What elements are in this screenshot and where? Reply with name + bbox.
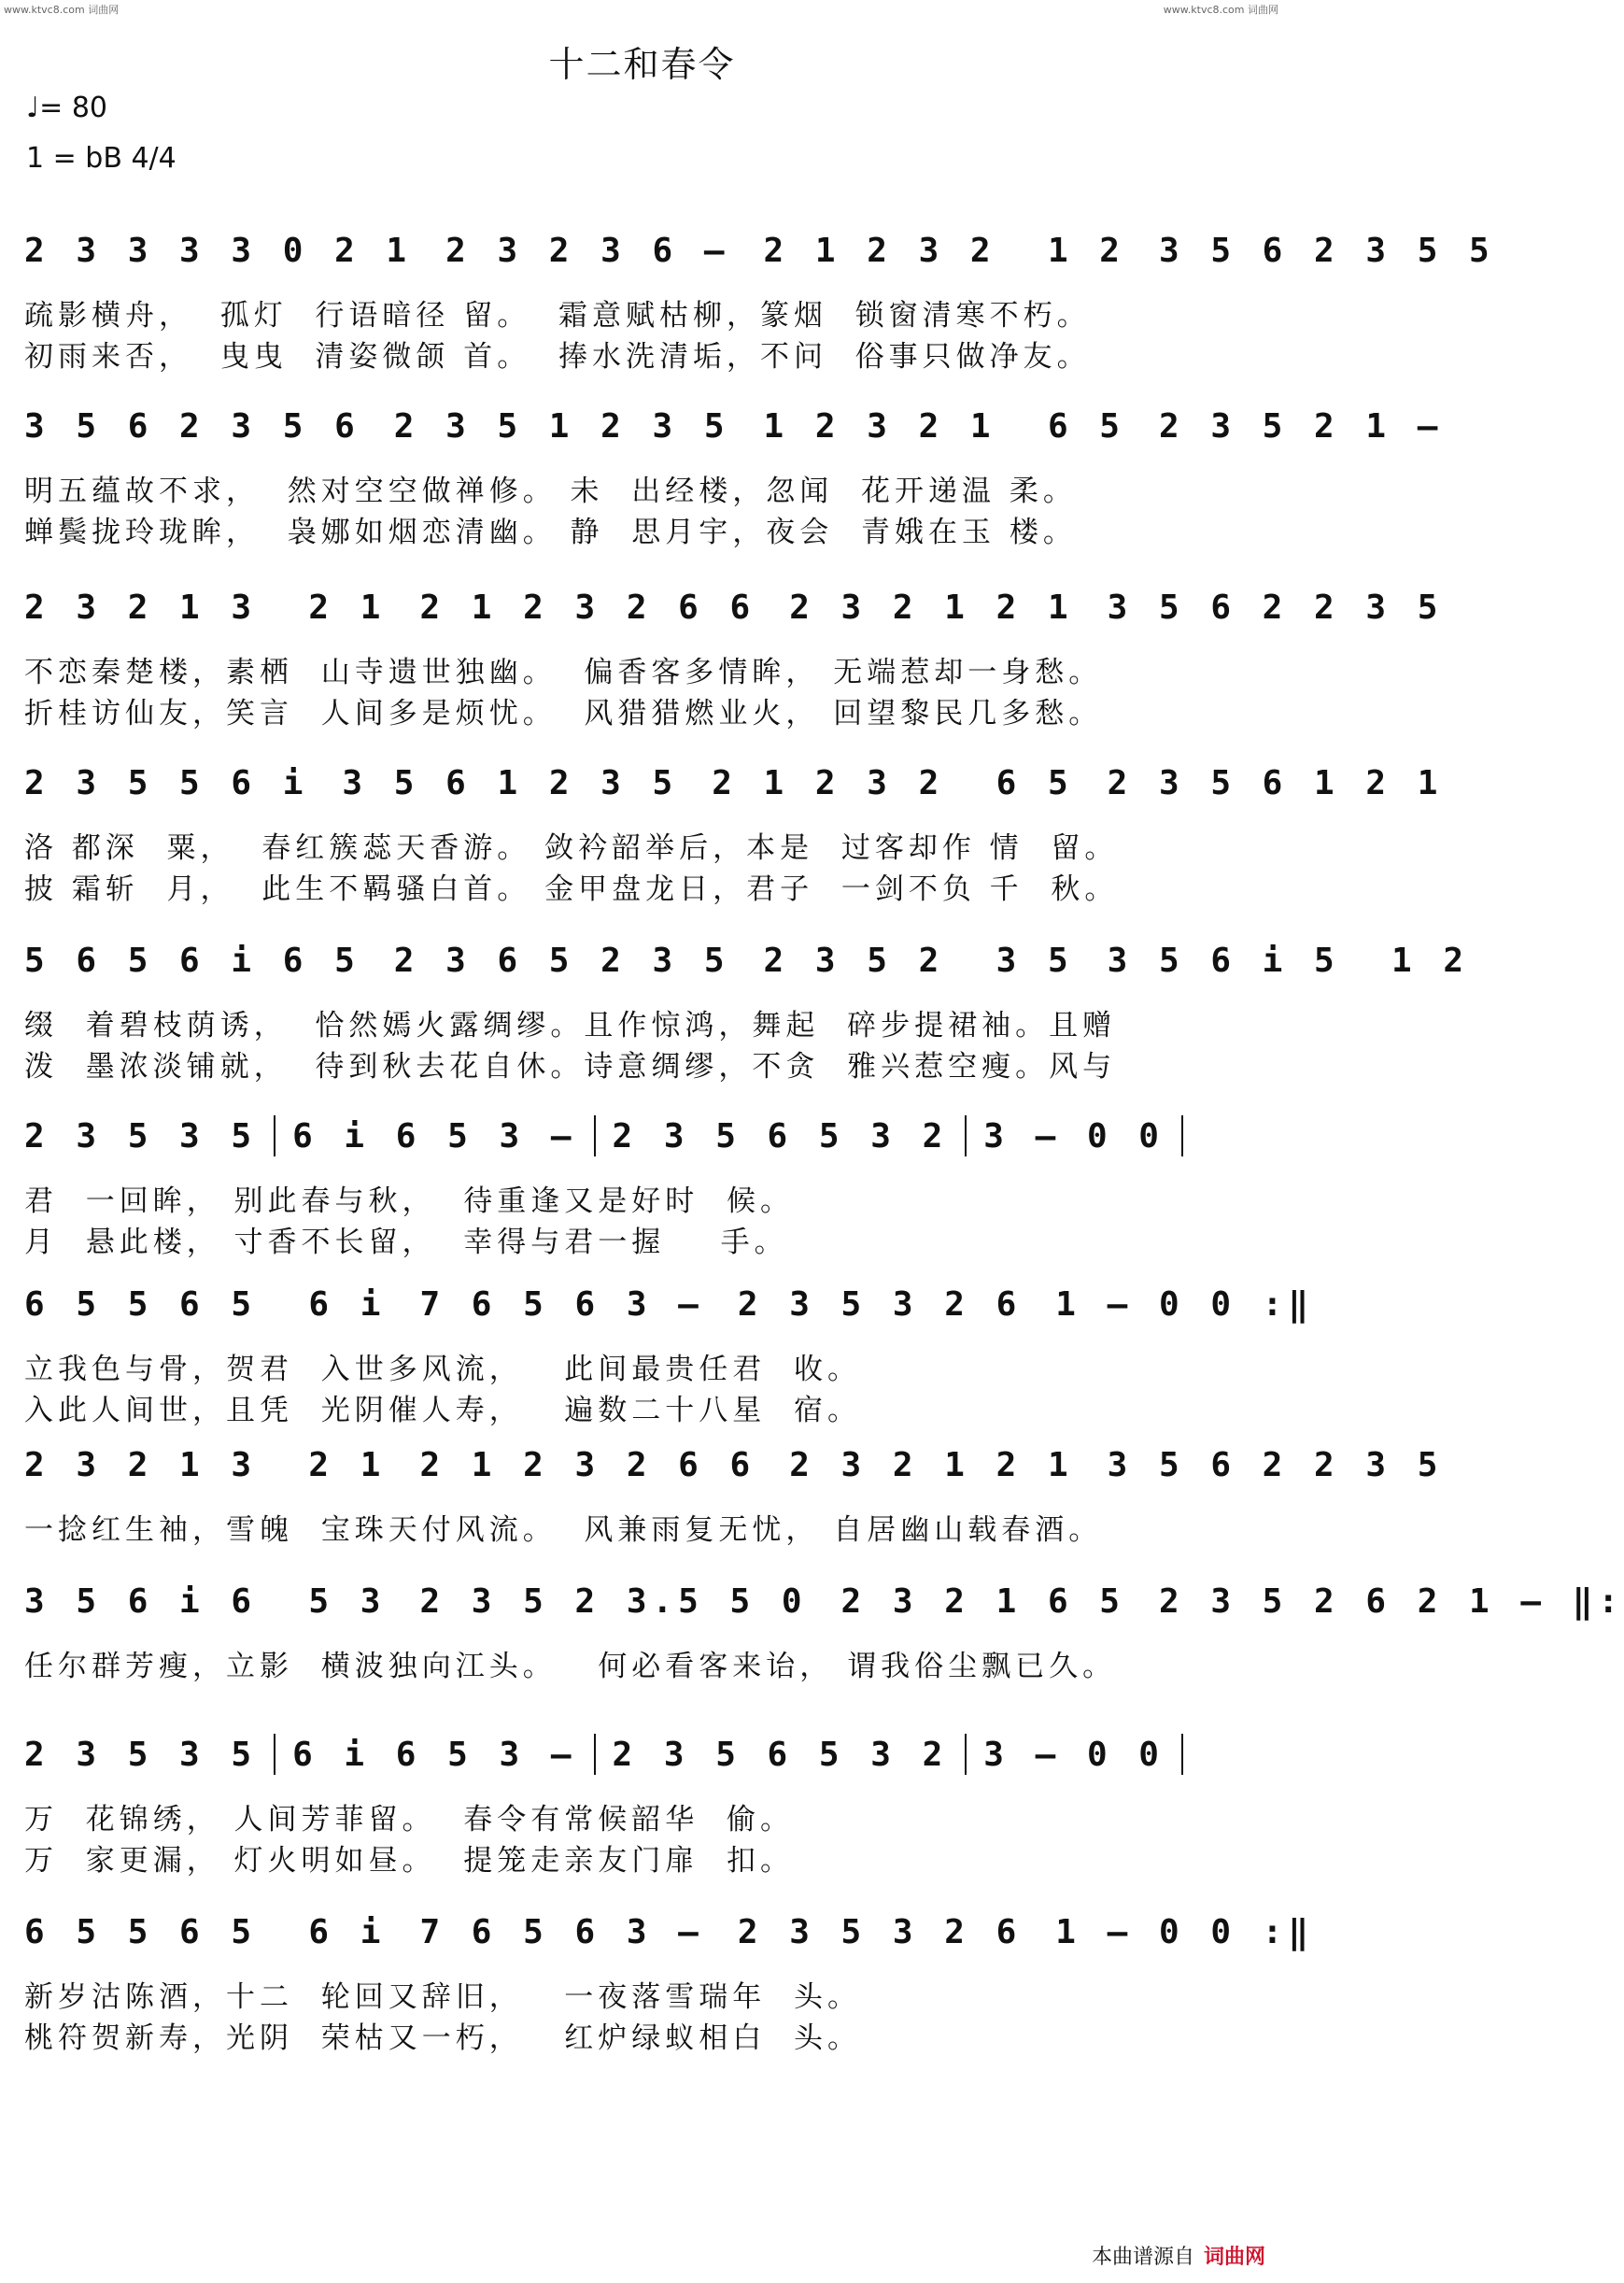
lyric-line: 任尔群芳瘦，立影 横波独向江头。 何必看客来诒， 谓我俗尘飘已久。 bbox=[24, 1650, 1117, 1683]
notation-line bbox=[24, 1276, 1315, 1332]
lyric-line: 疏影横舟， 孤灯 行语暗径 留。 霜意赋枯柳，篆烟 锁窗清寒不朽。 bbox=[24, 299, 1091, 333]
score-system bbox=[24, 755, 1444, 910]
footer-source: 本曲谱源自 bbox=[1091, 2246, 1194, 2269]
notation-line bbox=[24, 1108, 1248, 1164]
watermark-left: www.ktvc8.com 词曲网 bbox=[4, 4, 120, 16]
measure: 2 3 5 1 2 3 5 bbox=[393, 406, 730, 446]
measure: 3 – 0 0 bbox=[983, 1116, 1165, 1156]
measure: 3 5 6 2 3 5 6 bbox=[24, 406, 360, 446]
notation-line bbox=[24, 932, 1470, 988]
measure: 3 5 6 2 2 3 5 bbox=[1107, 588, 1444, 627]
measure: 3 5 6 2 3 5 5 bbox=[1158, 231, 1495, 270]
footer-credit bbox=[1092, 2241, 1265, 2270]
lyric-line: 万 家更漏， 灯火明如昼。 提笼走亲友门扉 扣。 bbox=[24, 1844, 794, 1878]
measure: 7 6 5 6 3 – bbox=[419, 1284, 704, 1324]
measure: 3 5 6 i 5 1 2 bbox=[1107, 941, 1470, 980]
lyric-line: 不恋秦楚楼，素栖 山寺遗世独幽。 偏香客多情眸， 无端惹却一身愁。 bbox=[24, 656, 1103, 689]
score-system bbox=[24, 222, 1495, 377]
measure: 1 – 0 0 :‖ bbox=[1055, 1912, 1315, 1951]
measure: 3 5 6 1 2 3 5 bbox=[342, 763, 679, 802]
lyric-line: 一捻红生袖，雪魄 宝珠天付风流。 风兼雨复无忧， 自居幽山载春酒。 bbox=[24, 1513, 1103, 1547]
lyric-line: 初雨来否， 曳曳 清姿微颌 首。 捧水洗清垢，不问 俗事只做净友。 bbox=[24, 340, 1091, 374]
tempo-marking: ♩= 80 bbox=[26, 92, 107, 124]
measure: 1 – 0 0 :‖ bbox=[1055, 1284, 1315, 1324]
measure: 2 3 5 3 2 6 bbox=[737, 1284, 1023, 1324]
measure: 2 1 2 3 2 6 6 bbox=[419, 1445, 756, 1484]
notation-line bbox=[24, 1573, 1624, 1629]
score-system bbox=[24, 398, 1444, 553]
score-system bbox=[24, 579, 1444, 734]
song-title: 十二和春令 bbox=[548, 44, 736, 85]
measure: 2 3 5 2 3 5 bbox=[763, 941, 1074, 980]
notation-line bbox=[24, 222, 1495, 278]
notation-line bbox=[24, 1904, 1315, 1960]
barline bbox=[274, 1734, 275, 1775]
measure: 2 3 2 1 3 2 1 bbox=[24, 588, 387, 627]
lyric-line: 立我色与骨，贺君 入世多风流， 此间最贵任君 收。 bbox=[24, 1353, 861, 1386]
measure: 2 1 2 3 2 1 2 bbox=[763, 231, 1125, 270]
measure: 2 3 5 5 6 i bbox=[24, 763, 309, 802]
measure: 2 3 2 1 2 1 bbox=[789, 588, 1074, 627]
measure: 3 5 6 2 2 3 5 bbox=[1107, 1445, 1444, 1484]
measure: 3 5 6 i 6 5 3 bbox=[24, 1581, 387, 1621]
measure: 2 3 6 5 2 3 5 bbox=[393, 941, 730, 980]
notation-line bbox=[24, 1437, 1444, 1493]
notation-line bbox=[24, 579, 1444, 635]
measure: 2 3 5 2 3.5 5 0 bbox=[419, 1581, 808, 1621]
notation-line bbox=[24, 398, 1444, 454]
measure: 2 3 5 6 1 2 1 bbox=[1107, 763, 1444, 802]
score-system bbox=[24, 1573, 1624, 1687]
lyric-line: 君 一回眸， 别此春与秋， 待重逢又是好时 候。 bbox=[24, 1184, 794, 1218]
measure: 2 3 5 2 6 2 1 – ‖: bbox=[1158, 1581, 1624, 1621]
score-system bbox=[24, 1437, 1444, 1551]
lyric-line: 披 霜斩 月， 此生不羁骚白首。 金甲盘龙日，君子 一剑不负 千 秋。 bbox=[24, 872, 1119, 906]
measure: 2 1 2 3 2 6 5 bbox=[712, 763, 1074, 802]
measure: 2 1 2 3 2 6 6 bbox=[419, 588, 756, 627]
barline bbox=[965, 1115, 967, 1156]
barline bbox=[1181, 1734, 1183, 1775]
notation-line bbox=[24, 1726, 1248, 1782]
measure: 6 5 5 6 5 6 i bbox=[24, 1912, 387, 1951]
measure: 2 3 3 3 3 0 2 1 bbox=[24, 231, 413, 270]
barline bbox=[594, 1734, 596, 1775]
key-signature: 1 = bB 4/4 bbox=[26, 142, 177, 175]
measure: 2 3 2 1 3 2 1 bbox=[24, 1445, 387, 1484]
measure: 5 6 5 6 i 6 5 bbox=[24, 941, 360, 980]
lyric-line: 折桂访仙友，笑言 人间多是烦忧。 风猎猎燃业火， 回望黎民几多愁。 bbox=[24, 697, 1103, 730]
measure: 2 3 5 6 5 3 2 bbox=[612, 1735, 949, 1774]
barline bbox=[965, 1734, 967, 1775]
lyric-line: 桃符贺新寿，光阴 荣枯又一朽， 红炉绿蚁相白 头。 bbox=[24, 2021, 861, 2055]
score-system bbox=[24, 1276, 1315, 1431]
score-system bbox=[24, 932, 1470, 1087]
score-system bbox=[24, 1904, 1315, 2059]
measure: 2 3 2 3 6 – bbox=[445, 231, 730, 270]
notation-line bbox=[24, 755, 1444, 811]
lyric-line: 入此人间世，且凭 光阴催人寿， 遍数二十八星 宿。 bbox=[24, 1394, 861, 1427]
measure: 6 i 6 5 3 – bbox=[292, 1735, 577, 1774]
lyric-line: 蝉鬓拢玲珑眸， 袅娜如烟恋清幽。 静 思月宇，夜会 青娥在玉 楼。 bbox=[24, 516, 1077, 549]
barline bbox=[274, 1115, 275, 1156]
lyric-line: 泼 墨浓淡铺就， 待到秋去花自休。诗意绸缪，不贪 雅兴惹空瘦。风与 bbox=[24, 1050, 1117, 1084]
measure: 2 3 5 3 5 bbox=[24, 1116, 258, 1156]
measure: 3 – 0 0 bbox=[983, 1735, 1165, 1774]
measure: 2 3 2 1 6 5 bbox=[840, 1581, 1125, 1621]
watermark-right: www.ktvc8.com 词曲网 bbox=[1163, 4, 1278, 16]
measure: 2 3 5 3 5 bbox=[24, 1735, 258, 1774]
lyric-line: 洛 都深 粟， 春红簇蕊天香游。 敛衿韶举后，本是 过客却作 情 留。 bbox=[24, 831, 1119, 865]
barline bbox=[1181, 1115, 1183, 1156]
lyric-line: 明五蕴故不求， 然对空空做禅修。 未 出经楼，忽闻 花开递温 柔。 bbox=[24, 475, 1077, 508]
score-system bbox=[24, 1726, 1248, 1881]
barline bbox=[594, 1115, 596, 1156]
measure: 1 2 3 2 1 6 5 bbox=[763, 406, 1125, 446]
measure: 2 3 5 2 1 – bbox=[1158, 406, 1444, 446]
lyric-line: 月 悬此楼， 寸香不长留， 幸得与君一握 手。 bbox=[24, 1226, 788, 1259]
measure: 2 3 2 1 2 1 bbox=[789, 1445, 1074, 1484]
measure: 7 6 5 6 3 – bbox=[419, 1912, 704, 1951]
lyric-line: 新岁沽陈酒，十二 轮回又辞旧， 一夜落雪瑞年 头。 bbox=[24, 1980, 861, 2014]
lyric-line: 缀 着碧枝荫诱， 恰然嫣火露绸缪。且作惊鸿，舞起 碎步提裙袖。且赠 bbox=[24, 1009, 1117, 1042]
footer-brand[interactable]: 词曲网 bbox=[1203, 2246, 1265, 2269]
lyric-line: 万 花锦绣， 人间芳菲留。 春令有常候韶华 偷。 bbox=[24, 1803, 794, 1836]
measure: 2 3 5 3 2 6 bbox=[737, 1912, 1023, 1951]
measure: 6 5 5 6 5 6 i bbox=[24, 1284, 387, 1324]
measure: 6 i 6 5 3 – bbox=[292, 1116, 577, 1156]
measure: 2 3 5 6 5 3 2 bbox=[612, 1116, 949, 1156]
score-system bbox=[24, 1108, 1248, 1263]
